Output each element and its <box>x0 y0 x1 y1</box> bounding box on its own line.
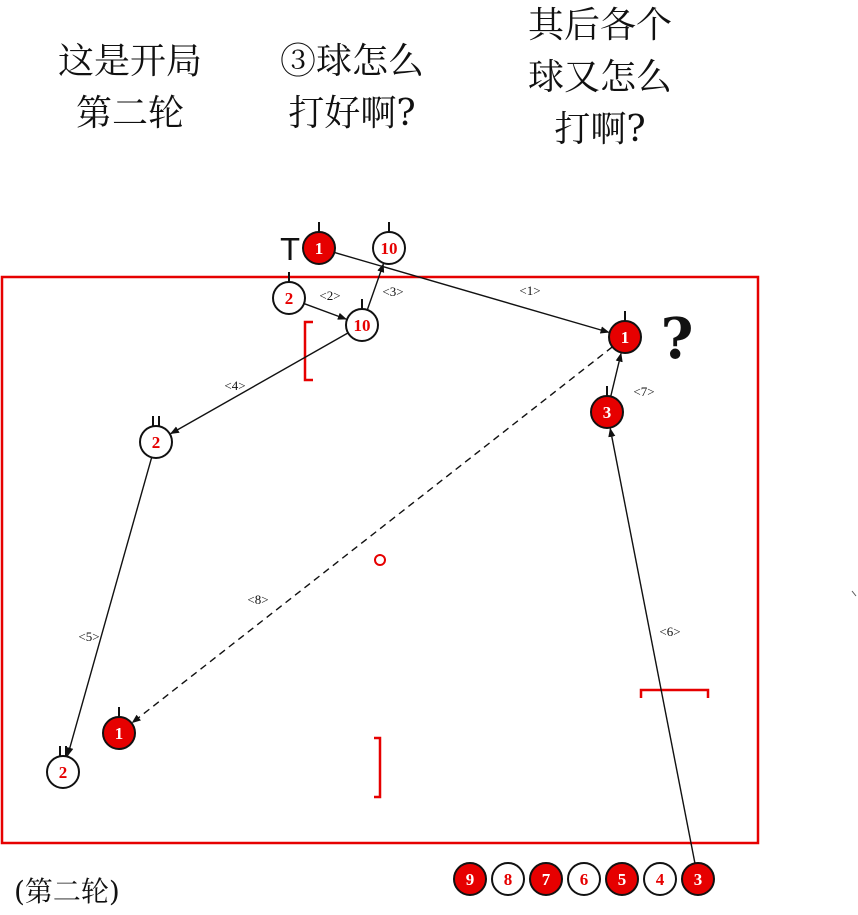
title-line: 打好啊? <box>288 93 416 134</box>
ball-b2-start <box>273 272 305 314</box>
shot-path <box>611 354 621 397</box>
ball-b1-right <box>609 311 641 353</box>
shot-path-label: <5> <box>78 629 100 644</box>
red-bracket-bottom <box>374 738 380 797</box>
shot-path-label: <3> <box>382 284 404 299</box>
ball-b1-bottom <box>103 707 135 749</box>
ball-row-4 <box>644 863 676 895</box>
shot-paths <box>68 252 695 863</box>
ball-row-6 <box>568 863 600 895</box>
shot-path <box>132 347 612 723</box>
title-line: 打啊? <box>554 109 646 150</box>
ball-number: 3 <box>602 403 612 422</box>
shot-path <box>610 429 695 864</box>
title-line: 其后各个 <box>527 5 672 46</box>
t-marker: T <box>280 233 300 268</box>
round-caption: (第二轮) <box>14 875 120 908</box>
ball-row-3 <box>682 863 714 895</box>
ball-top-10 <box>373 222 405 264</box>
shot-path <box>367 264 383 310</box>
red-bracket-right <box>641 690 708 698</box>
ball-number: 6 <box>579 870 589 889</box>
title-line: ③球怎么 <box>279 41 424 82</box>
ball-number: 2 <box>151 433 161 452</box>
question-mark: ? <box>660 306 694 372</box>
ball-row-7 <box>530 863 562 895</box>
ball-row-9 <box>454 863 486 895</box>
ball-b2-left <box>140 416 172 458</box>
ball-number: 10 <box>353 316 371 335</box>
shot-path-label: <1> <box>519 283 541 298</box>
ball-number: 10 <box>380 239 398 258</box>
ball-number: 2 <box>284 289 294 308</box>
ball-top-1 <box>303 222 335 264</box>
ball-number: 2 <box>58 763 68 782</box>
ball-row-5 <box>606 863 638 895</box>
center-spot <box>375 555 385 565</box>
ball-number: 4 <box>655 870 665 889</box>
shot-path <box>304 304 346 320</box>
red-bracket-left <box>305 322 313 380</box>
ball-number: 8 <box>503 870 513 889</box>
title-line: 这是开局 <box>57 41 202 82</box>
ball-number: 7 <box>541 870 551 889</box>
ball-row-8 <box>492 863 524 895</box>
ball-number: 9 <box>465 870 475 889</box>
ball-number: 1 <box>620 328 630 347</box>
ball-number: 1 <box>114 724 124 743</box>
shot-path-label: <4> <box>224 378 246 393</box>
ball-b10-mid <box>346 299 378 341</box>
shot-path-label: <7> <box>633 384 655 399</box>
ball-number: 3 <box>693 870 703 889</box>
shot-path <box>68 457 152 755</box>
shot-path-label: <8> <box>247 592 269 607</box>
shot-path-label: <2> <box>319 288 341 303</box>
ball-b2-bottom <box>47 746 79 788</box>
stray-mark <box>852 591 856 596</box>
shot-path <box>171 333 348 434</box>
title-line: 第二轮 <box>75 93 184 134</box>
ball-number: 5 <box>617 870 627 889</box>
title-line: 球又怎么 <box>527 57 672 98</box>
ball-number: 1 <box>314 239 324 258</box>
shot-path-label: <6> <box>659 624 681 639</box>
ball-b3-right <box>591 386 623 428</box>
